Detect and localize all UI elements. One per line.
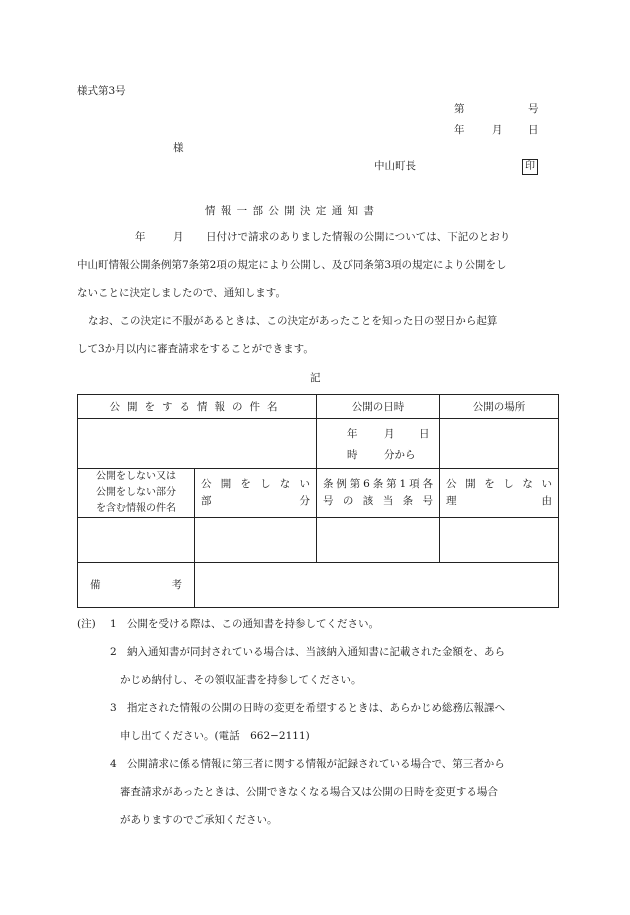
- note-4-num: 4: [110, 758, 117, 770]
- nd-part-value-cell[interactable]: [195, 518, 317, 563]
- reason-l2: 理由: [446, 495, 552, 507]
- reason-l1: 公開をしない: [446, 478, 552, 490]
- nondisclosed-subject-label: [78, 469, 195, 518]
- notes-label: (注): [77, 618, 96, 630]
- header-datetime: 公開の日時: [317, 395, 440, 419]
- note-3-line2: 申し出てください。(電話 662−2111): [120, 730, 310, 742]
- date-day: 日: [528, 124, 539, 136]
- article-value-cell[interactable]: [317, 518, 440, 563]
- seal-stamp: [522, 159, 538, 175]
- body-line3: ないことに決定しましたので、通知します。: [77, 287, 286, 299]
- note-4-line1: 公開請求に係る情報に第三者に関する情報が記録されている場合で、第三者から: [127, 758, 505, 770]
- date-year: 年: [454, 124, 465, 136]
- note-3-num: 3: [110, 702, 117, 714]
- reason-value-cell[interactable]: [440, 518, 559, 563]
- article-l2: 号の該当条号: [323, 495, 433, 507]
- dt-year: 年: [347, 428, 358, 440]
- article-l1: 条例第6条第1項各: [323, 478, 433, 490]
- disclosure-table: [77, 394, 559, 608]
- issuer-name: 中山町長: [374, 160, 416, 172]
- note-4-line2: 審査請求があったときは、公開できなくなる場合又は公開の日時を変更する場合: [120, 786, 498, 798]
- form-number: 様式第3号: [77, 85, 126, 97]
- body-month: 月: [173, 231, 184, 243]
- seal-label: 印: [525, 161, 535, 172]
- body-line2: 中山町情報公開条例第7条第2項の規定により公開し、及び同条第3項の規定により公開をし: [77, 259, 507, 271]
- nd-subject-l2: 公開をしない部分: [96, 487, 176, 498]
- note-2-num: 2: [110, 646, 117, 658]
- note-3-line1: 指定された情報の公開の日時の変更を希望するときは、あらかじめ総務広報課へ: [127, 702, 505, 714]
- body-line1: 日付けで請求のありました情報の公開については、下記のとおり: [206, 231, 511, 243]
- date-month: 月: [492, 124, 503, 136]
- datetime-value-cell[interactable]: [317, 419, 440, 469]
- remarks-label-text: 備考: [90, 578, 182, 591]
- place-value-cell[interactable]: [440, 419, 559, 469]
- dt-month: 月: [384, 428, 395, 440]
- nd-subject-l1: 公開をしない又は: [96, 471, 176, 482]
- document-title: 情 報 一 部 公 開 決 定 通 知 書: [205, 205, 375, 217]
- doc-number-prefix: 第: [454, 103, 465, 115]
- article-label: [317, 469, 440, 518]
- ki-heading: 記: [310, 372, 321, 384]
- remarks-value-cell[interactable]: [195, 563, 559, 608]
- note-1-text: 公開を受ける際は、この通知書を持参してください。: [127, 618, 379, 630]
- dt-day: 日: [419, 428, 430, 440]
- subject-value-cell[interactable]: [78, 419, 317, 469]
- nd-part-l1: 公開をしない: [201, 478, 310, 490]
- note-4-line3: がありますのでご承知ください。: [120, 814, 278, 826]
- note-1-num: 1: [110, 618, 117, 630]
- note-2-line2: かじめ納付し、その領収証書を持参してください。: [120, 674, 362, 686]
- addressee-honorific: 様: [173, 142, 184, 154]
- body-line5: して3か月以内に審査請求をすることができます。: [77, 343, 314, 355]
- nd-subject-l3: を含む情報の件名: [96, 503, 176, 514]
- nd-subject-value-cell[interactable]: [78, 518, 195, 563]
- dt-minute: 分から: [384, 449, 416, 461]
- header-subject: 公開をする情報の件名: [78, 395, 317, 419]
- nondisclosed-part-label: [195, 469, 317, 518]
- header-place: 公開の場所: [440, 395, 559, 419]
- note-2-line1: 納入通知書が同封されている場合は、当該納入通知書に記載された金額を、あら: [127, 646, 505, 658]
- reason-label: [440, 469, 559, 518]
- dt-hour: 時: [347, 449, 358, 461]
- remarks-label: [78, 563, 195, 608]
- doc-number-suffix: 号: [528, 103, 539, 115]
- nd-part-l2: 部分: [201, 495, 310, 507]
- body-line4: なお、この決定に不服があるときは、この決定があったことを知った日の翌日から起算: [88, 315, 498, 327]
- body-year: 年: [135, 231, 146, 243]
